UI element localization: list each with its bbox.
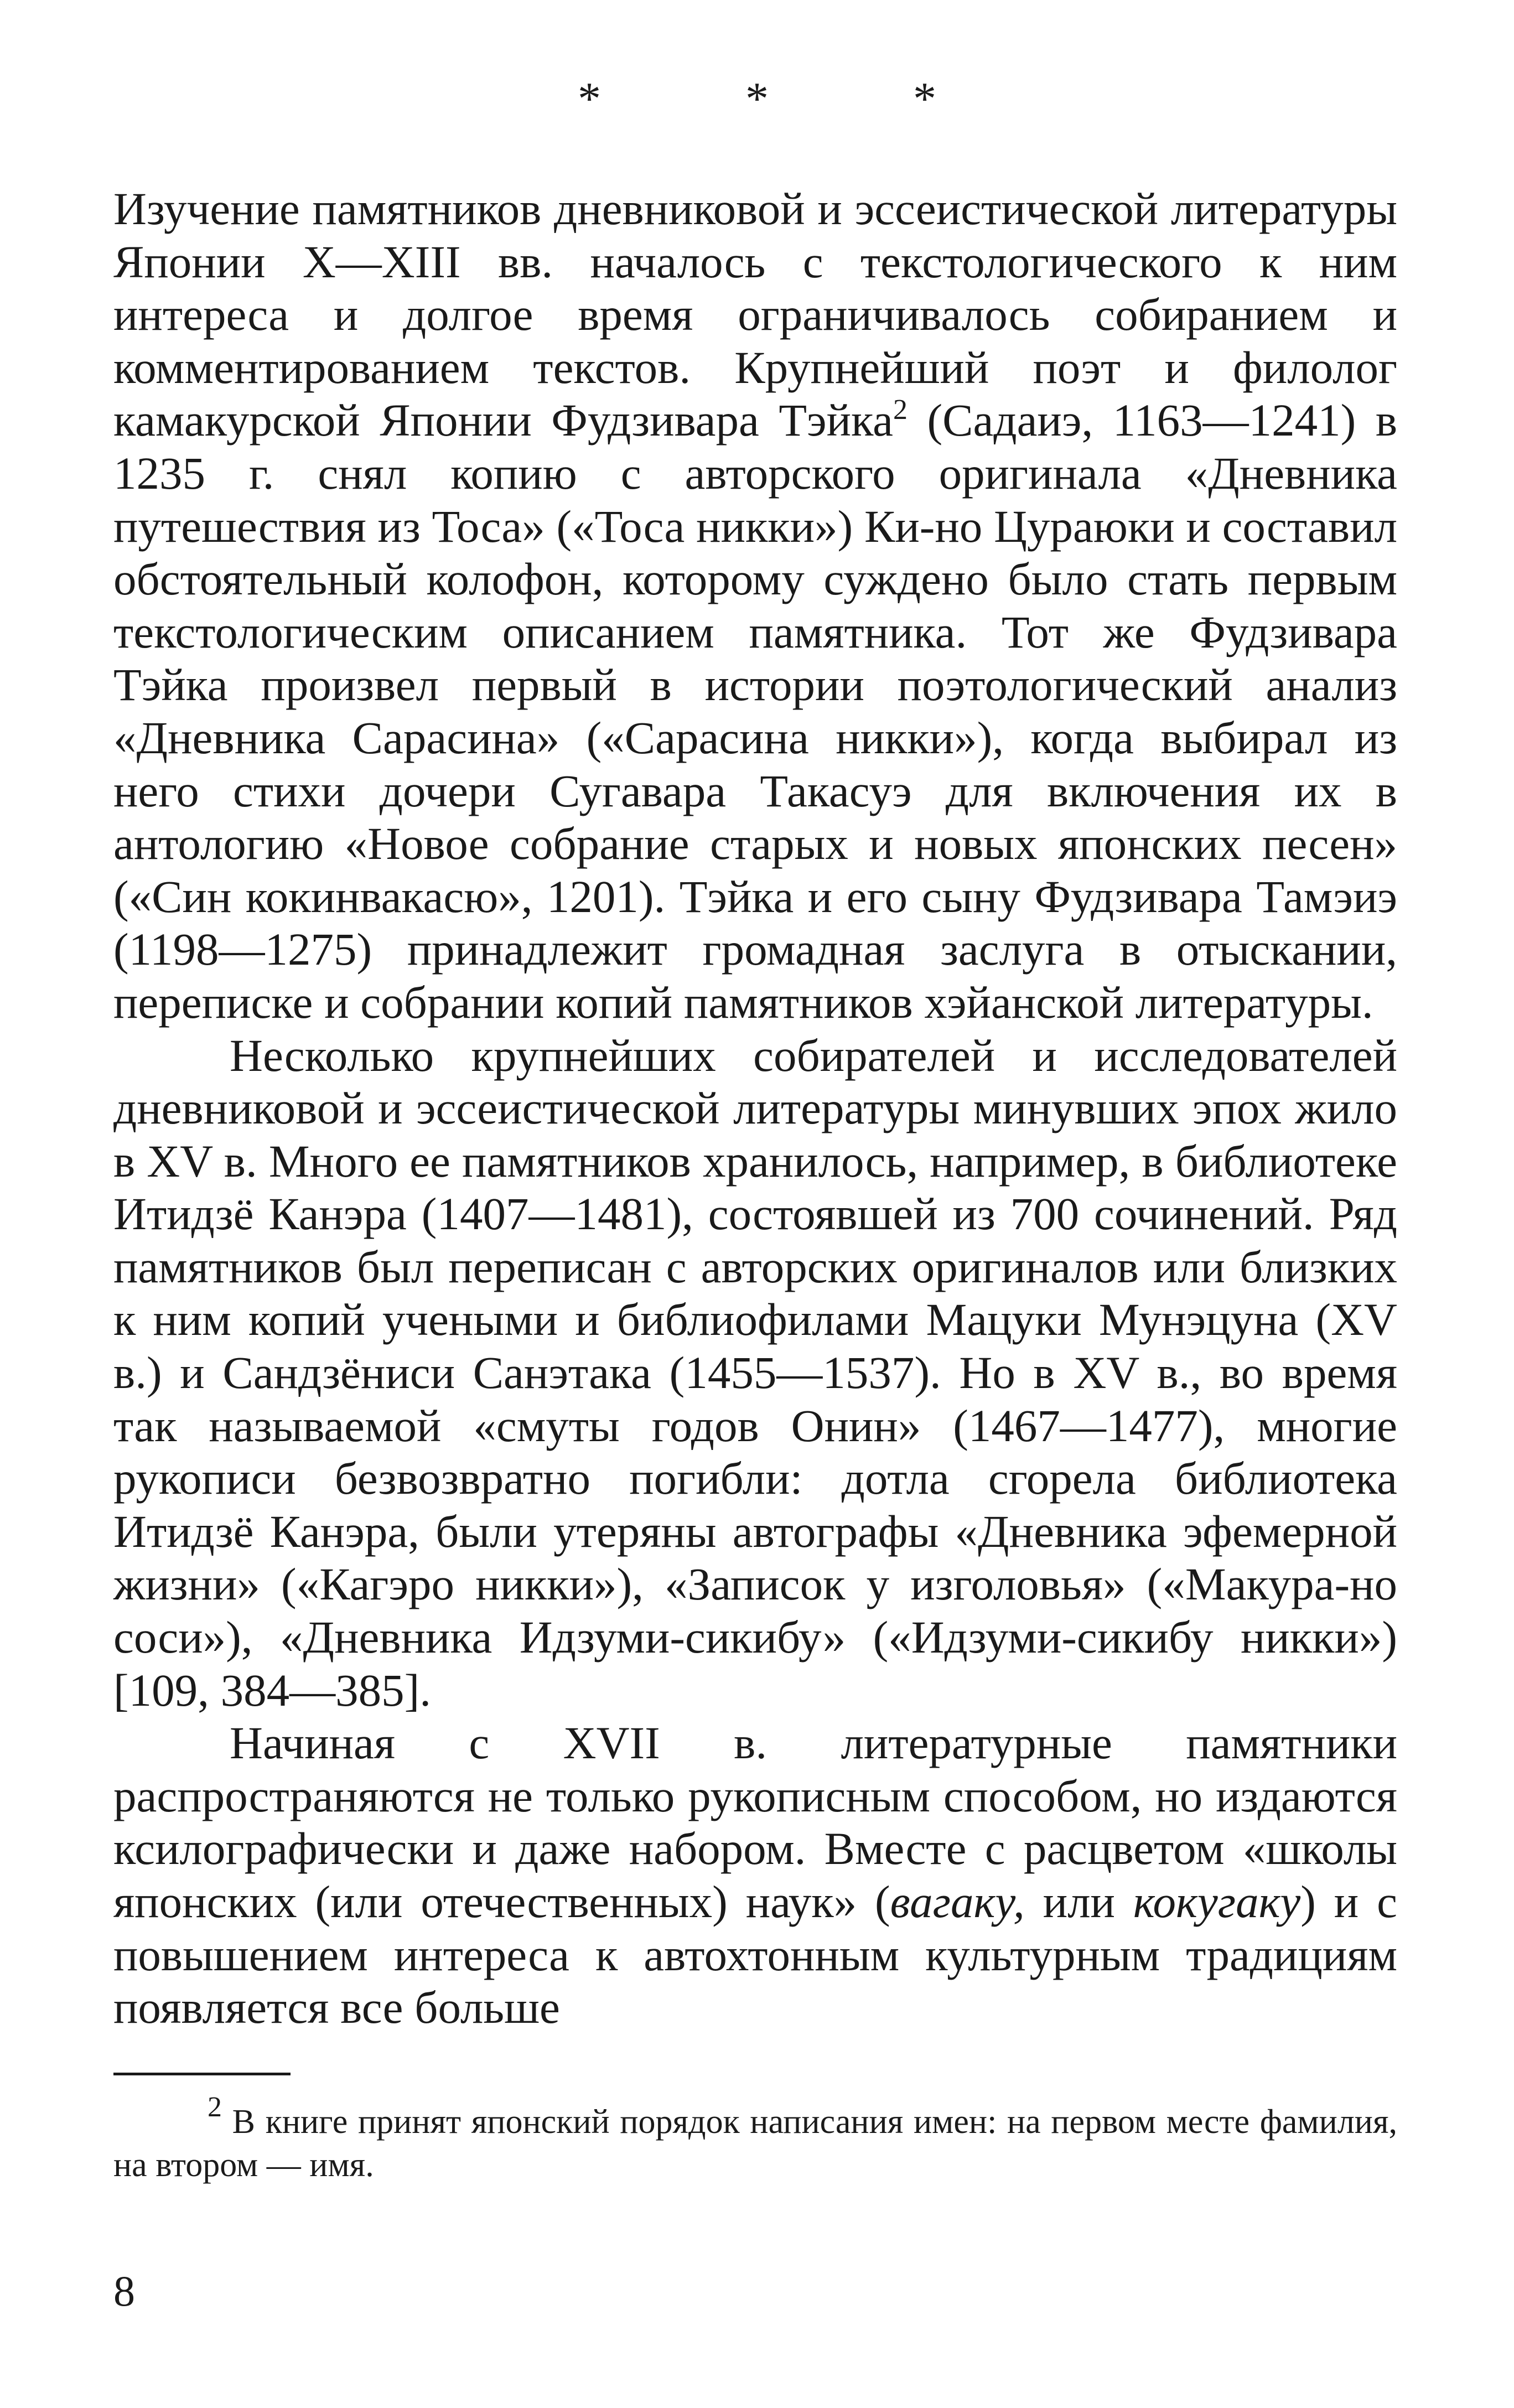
paragraph-3-text-c: ) и с повышением интереса к автохтонным культурным традициям появляется все больше <box>113 1876 1397 2033</box>
paragraph-1-text-b: (Садаиэ, 1163—1241) в 1235 г. снял копию с авторского оригинала «Дневника путешествия из Тоса» («Тоса никки») Ки-но Цураюки и составил обстоятельный колофон, которому суждено было стать первым текстологическим описанием памятника. Тот же Фудзивара Тэйка произвел первый в истории поэтологический анализ «Дневника Сарасина» («Сарасина никки»), когда выбирал из него стихи дочери Сугавара Такасуэ для включения их в антологию «Новое собрание старых и новых японских песен» («Син кокинвакасю», 1201). Тэйка и его сыну Фудзивара Тамэиэ (1198—1275) принадлежит громадная заслуга в отыскании, переписке и собрании копий памятников хэйанской литературы. <box>113 395 1398 1028</box>
paragraph-2: Несколько крупнейших собирателей и исследователей дневниковой и эссеистической литературы минувших эпох жило в XV в. Много ее памятников хранилось, например, в библиотеке Итидзё Канэра (1407—1481), состоявшей из 700 сочинений. Ряд памятников был переписан с авторских оригиналов или близких к ним копий учеными и библиофилами Мацуки Мунэцуна (XV в.) и Сандзёниси Санэтака (1455—1537). Но в XV в., во время так называемой «смуты годов Онин» (1467—1477), многие рукописи безвозвратно погибли: дотла сгорела библиотека Итидзё Канэра, были утеряны автографы «Дневника эфемерной жизни» («Кагэро никки»), «Записок у изголовья» («Макура-но соси»), «Дневника Идзуми-сикибу» («Идзуми-сикибу никки») [109, 384—385]. <box>113 1029 1397 1716</box>
footnote-marker: 2 <box>208 2091 222 2123</box>
footnote-divider <box>113 2073 291 2075</box>
footnote-reference[interactable]: 2 <box>893 394 908 426</box>
paragraph-3-text-b: или <box>1024 1876 1133 1927</box>
paragraph-1-text-a: Изучение памятников дневниковой и эссеистической литературы Японии X—XIII вв. началось с текстологического к ним интереса и долгое время ограничивалось собиранием и комментированием текстов. Крупнейший поэт и филолог камакурской Японии Фудзивара Тэйка <box>113 183 1397 446</box>
main-text <box>113 183 1397 2034</box>
paragraph-1 <box>113 183 1397 1029</box>
paragraph-3 <box>113 1717 1397 2034</box>
term-vagaku: вагаку, <box>890 1876 1025 1927</box>
term-kokugaku: кокугаку <box>1133 1876 1301 1927</box>
footnote-text: В книге принят японский порядок написания имен: на первом месте фамилия, на втором — имя. <box>113 2103 1397 2184</box>
section-ornament: * * * <box>578 73 1003 125</box>
footnote <box>113 2091 1397 2187</box>
page-number: 8 <box>113 2267 135 2315</box>
paragraph-3-text-a: Начиная с XVII в. литературные памятники распространяются не только рукописным способом, но издаются ксилографически и даже набором. Вместе с расцветом «школы японских (или отечественных) наук» ( <box>113 1717 1397 1927</box>
